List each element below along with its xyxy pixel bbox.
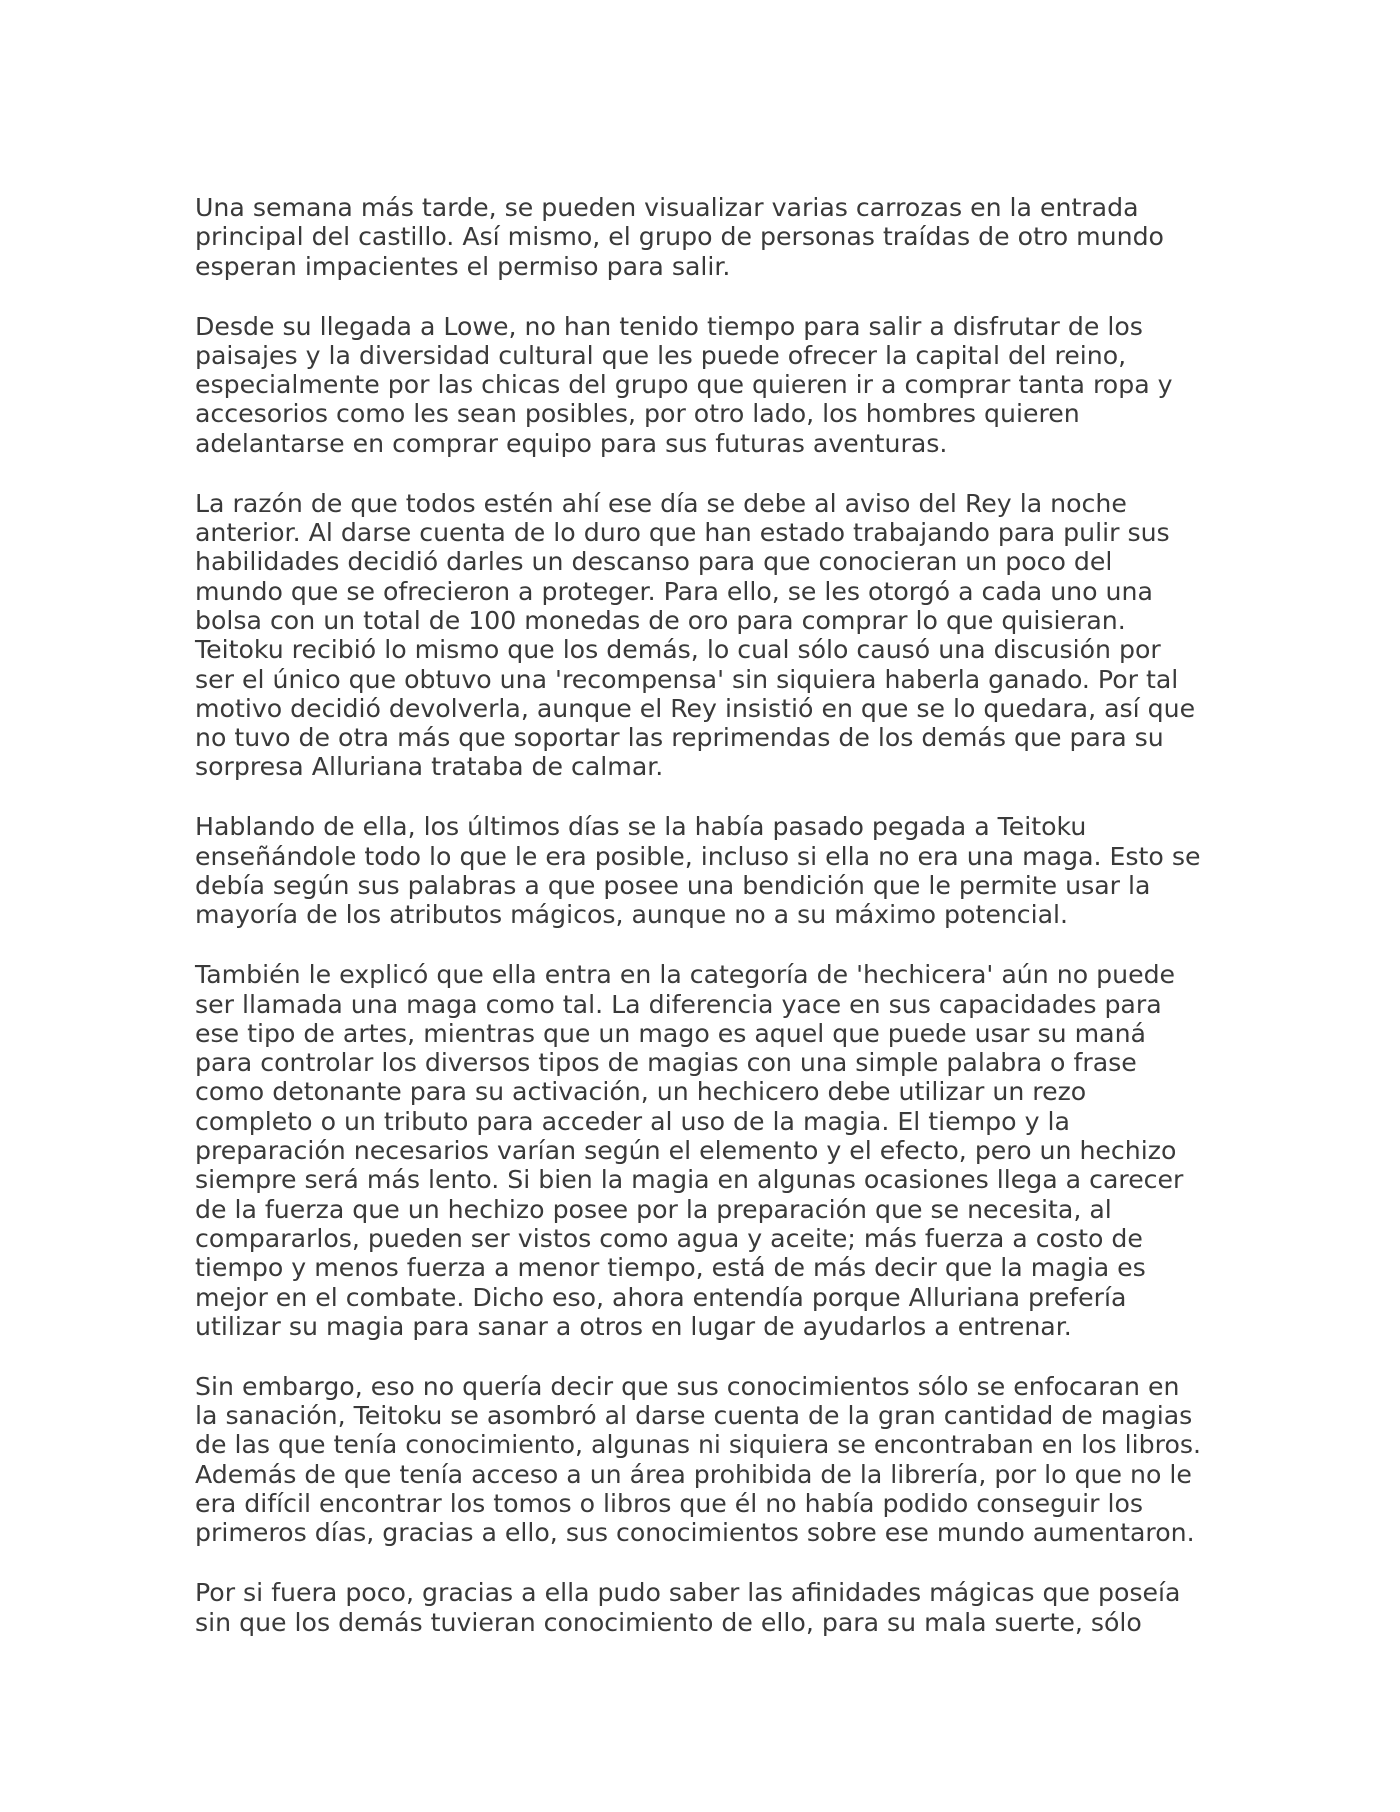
text-line: Teitoku recibió lo mismo que los demás, lo cual sólo causó una discusión por [195,635,1161,665]
text-line: sorpresa Alluriana trataba de calmar. [195,752,664,782]
text-line: de las que tenía conocimiento, algunas ni siquiera se encontraban en los libros. [195,1430,1201,1460]
text-line: accesorios como les sean posibles, por otro lado, los hombres quieren [195,399,1080,429]
text-line: preparación necesarios varían según el elemento y el efecto, pero un hechizo [195,1136,1177,1166]
text-line: siempre será más lento. Si bien la magia en algunas ocasiones llega a carecer [195,1165,1184,1195]
text-line: Hablando de ella, los últimos días se la había pasado pegada a Teitoku [195,812,1087,842]
text-line: adelantarse en comprar equipo para sus futuras aventuras. [195,428,948,458]
text-line: de la fuerza que un hechizo posee por la preparación que se necesita, al [195,1194,1112,1224]
text-line: primeros días, gracias a ello, sus conocimientos sobre ese mundo aumentaron. [195,1518,1195,1548]
text-line: especialmente por las chicas del grupo que quieren ir a comprar tanta ropa y [195,370,1173,400]
text-line: paisajes y la diversidad cultural que les puede ofrecer la capital del reino, [195,340,1127,370]
text-line: debía según sus palabras a que posee una bendición que le permite usar la [195,871,1151,900]
text-line: Por si fuera poco, gracias a ella pudo saber las afinidades mágicas que poseía [195,1578,1181,1608]
text-line: También le explicó que ella entra en la categoría de 'hechicera' aún no puede [195,960,1176,990]
paragraph-4 [195,812,1205,929]
text-line: La razón de que todos estén ahí ese día se debe al aviso del Rey la noche [195,488,1127,518]
paragraph-5 [195,960,1205,1341]
text-line: mayoría de los atributos mágicos, aunque no a su máximo potencial. [195,900,1069,930]
text-line: tiempo y menos fuerza a menor tiempo, está de más decir que la magia es [195,1253,1146,1283]
text-line: la sanación, Teitoku se asombró al darse cuenta de la gran cantidad de magias [195,1401,1193,1431]
text-line: sin que los demás tuvieran conocimiento de ello, para su mala suerte, sólo [195,1607,1142,1637]
text-line: completo o un tributo para acceder al uso de la magia. El tiempo y la [195,1106,1070,1136]
text-line: mejor en el combate. Dicho eso, ahora entendía porque Alluriana prefería [195,1282,1127,1312]
text-line: habilidades decidió darles un descanso para que conocieran un poco del [195,547,1113,577]
text-line: motivo decidió devolverla, aunque el Rey insistió en que se lo quedara, así que [195,693,1196,723]
document-text-body [195,193,1205,1668]
text-line: era difícil encontrar los tomos o libros que él no había podido conseguir los [195,1489,1143,1519]
text-line: utilizar su magia para sanar a otros en lugar de ayudarlos a entrenar. [195,1311,1072,1341]
text-line: Sin embargo, eso no quería decir que sus conocimientos sólo se enfocaran en [195,1371,1180,1401]
text-line: como detonante para su activación, un hechicero debe utilizar un rezo [195,1077,1087,1107]
text-line: no tuvo de otra más que soportar las reprimendas de los demás que para su [195,723,1164,753]
text-line: Desde su llegada a Lowe, no han tenido tiempo para salir a disfrutar de los [195,311,1143,341]
text-line: esperan impacientes el permiso para salir. [195,251,731,281]
paragraph-2 [195,312,1205,458]
text-line: enseñándole todo lo que le era posible, incluso si ella no era una maga. Esto se [195,841,1201,871]
paragraph-7 [195,1578,1205,1637]
text-line: compararlos, pueden ser vistos como agua y aceite; más fuerza a costo de [195,1223,1143,1253]
text-line: Además de que tenía acceso a un área prohibida de la librería, por lo que no le [195,1459,1192,1489]
text-line: bolsa con un total de 100 monedas de oro para comprar lo que quisieran. [195,605,1126,635]
paragraph-1 [195,193,1205,281]
text-line: principal del castillo. Así mismo, el grupo de personas traídas de otro mundo [195,222,1164,252]
text-line: ser llamada una maga como tal. La diferencia yace en sus capacidades para [195,989,1162,1019]
paragraph-3 [195,489,1205,782]
text-line: ser el único que obtuvo una 'recompensa' sin siquiera haberla ganado. Por tal [195,664,1179,694]
text-line: anterior. Al darse cuenta de lo duro que han estado trabajando para pulir sus [195,518,1170,548]
paragraph-6 [195,1372,1205,1548]
text-line: Una semana más tarde, se pueden visualizar varias carrozas en la entrada [195,193,1139,222]
text-line: para controlar los diversos tipos de magias con una simple palabra o frase [195,1048,1137,1078]
text-line: mundo que se ofrecieron a proteger. Para ello, se les otorgó a cada uno una [195,576,1153,606]
text-line: ese tipo de artes, mientras que un mago es aquel que puede usar su maná [195,1018,1146,1048]
